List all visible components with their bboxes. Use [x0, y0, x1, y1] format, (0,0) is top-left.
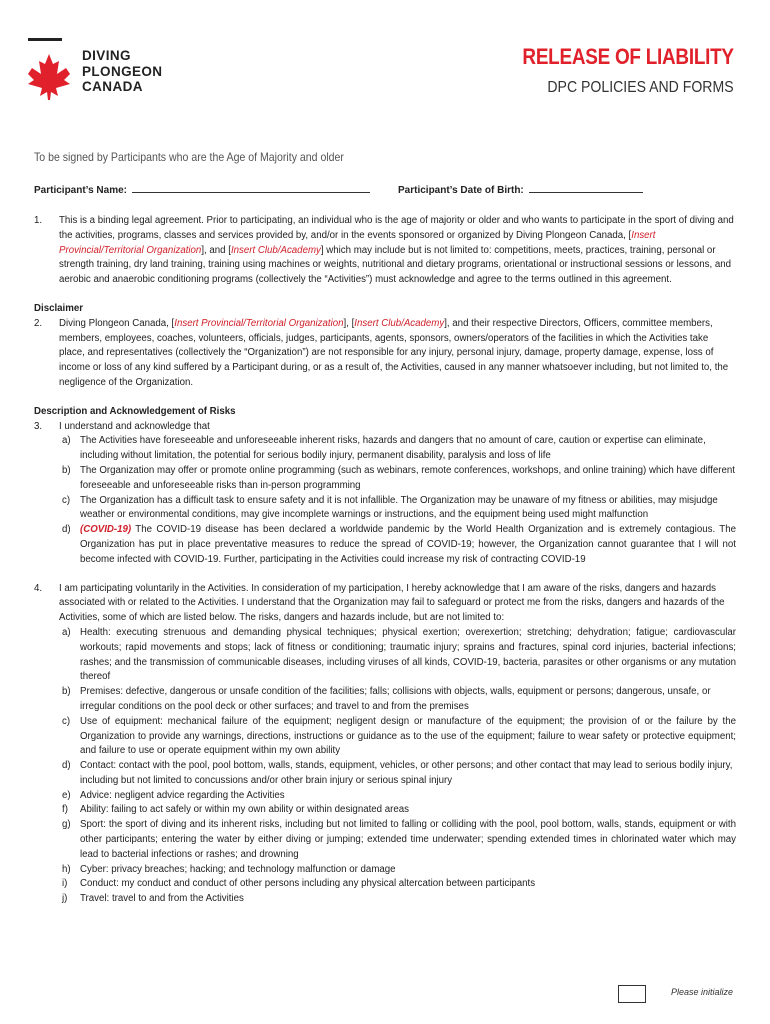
section-4-intro: I am participating voluntarily in the Activities. In consideration of my participation, I hereby acknowledge that I am aware of the risks, dangers and hazards associated with or related to the Activities. I understand that the Organization may fail to safeguard or protect me from the risks, dangers and hazards of the Activities, some of which are listed below. The risks, dangers and hazards include, but are not limited to:: [59, 582, 725, 624]
item-text: [80, 523, 736, 567]
list-item: [62, 759, 736, 789]
disclaimer-heading: Disclaimer: [34, 302, 84, 314]
item-text: Advice: negligent advice regarding the Activities: [80, 789, 285, 801]
list-item: [62, 685, 736, 715]
covid-label: (COVID-19): [80, 524, 132, 536]
list-item: [62, 892, 736, 907]
section-3: [34, 420, 736, 435]
item-letter: f): [62, 804, 68, 816]
section-2-text: [59, 317, 736, 391]
participant-name-field[interactable]: [34, 185, 370, 196]
item-letter: d): [62, 524, 71, 536]
section-1: [34, 214, 736, 288]
item-letter: h): [62, 863, 71, 875]
text-run: This is a binding legal agreement. Prior to participating, an individual who is the age of majority or older and who wants to participate in the sport of diving and the activities, programs, classes and services provided by, and/or in the events sponsored or organized by Diving Plongeon Canada, [: [59, 215, 734, 241]
participant-name-line[interactable]: [132, 191, 370, 193]
placeholder-pto: Insert Provincial/Territorial Organization: [174, 317, 344, 329]
item-text: Travel: travel to and from the Activities: [80, 893, 244, 905]
diving-plongeon-canada-logo: [26, 38, 186, 100]
item-letter: j): [62, 893, 68, 905]
list-item: [62, 789, 736, 804]
placeholder-club: Insert Club/Academy: [354, 317, 445, 329]
placeholder-pto: Insert Provincial/Territorial Organization: [59, 229, 656, 256]
list-item: [62, 434, 736, 464]
item-text: The Organization has a difficult task to ensure safety and it is not infallible. The Organization may be unaware of my fitness or abilities, may misjudge weather or environmental conditions, may give incomplete warnings or instructions, and the equipment being used might malfunction: [80, 494, 718, 521]
item-letter: d): [62, 760, 71, 772]
item-letter: a): [62, 626, 71, 638]
participant-name-label: Participant’s Name:: [34, 185, 127, 196]
item-text: Conduct: my conduct and conduct of other persons including any physical altercation between participants: [80, 878, 536, 890]
text-run: The COVID-19 disease has been declared a worldwide pandemic by the World Health Organization and is extremely contagious. The Organization has put in place preventative measures to reduce the spread of COVID-19; however, the Organization cannot guarantee that I will not become infected with COVID-19. Further, participating in the Activities could increase my risk of contracting COVID-19: [80, 524, 736, 565]
section-1-text: [59, 214, 736, 288]
text-run: ], and their respective Directors, Officers, committee members, members, employees, coaches, volunteers, officials, judges, participants, agents, sponsors, owners/operators of the facilities in which the Activities take place, and representatives (collectively the “Organization”) are not responsible for any injury, personal injury, damage, property damage, expense, loss of income or loss of any kind suffered by a Participant during, or as a result of, the Activities, caused in any manner whatsoever including, but not limited to, the negligence of the Organization.: [59, 317, 729, 388]
text-run: ], [: [343, 317, 355, 329]
signing-instruction: To be signed by Participants who are the Age of Majority and older: [34, 150, 344, 164]
text-run: Diving Plongeon Canada, [: [59, 317, 175, 329]
list-item: [62, 464, 736, 494]
document-subtitle: DPC POLICIES AND FORMS: [547, 79, 734, 96]
section-3-intro: I understand and acknowledge that: [59, 420, 210, 432]
document-title: RELEASE OF LIABILITY: [522, 44, 734, 69]
item-letter: e): [62, 789, 71, 801]
section-number: 2.: [34, 317, 43, 329]
logo-bar: [28, 38, 62, 41]
placeholder-club: Insert Club/Academy: [230, 244, 321, 256]
section-number: 1.: [34, 215, 43, 226]
item-text: The Organization may offer or promote online programming (such as webinars, remote conferences, workshops, and online training) which have different foreseeable and unforeseeable risks than in-person programming: [80, 464, 735, 491]
list-item: [62, 818, 736, 862]
section-number: 4.: [34, 582, 43, 594]
section-2: [34, 317, 736, 391]
participant-dob-field[interactable]: [398, 185, 643, 196]
maple-leaf-icon: [26, 52, 72, 100]
item-letter: c): [62, 715, 71, 727]
list-item: [62, 626, 736, 685]
list-item: [62, 803, 736, 818]
item-letter: b): [62, 464, 71, 476]
initials-label: Please initialize: [671, 987, 734, 997]
list-item: [62, 494, 736, 524]
item-text: Premises: defective, dangerous or unsafe condition of the facilities; falls; collisions with objects, walls, equipment or persons; dangerous, unsafe, or irregular conditions on the pool deck or other surfaces; and travel to and from the premises: [80, 686, 711, 712]
risks-heading: Description and Acknowledgement of Risks: [34, 405, 236, 417]
section-number: 3.: [34, 420, 43, 432]
item-letter: i): [62, 878, 68, 890]
item-letter: a): [62, 435, 71, 447]
section-4: [34, 582, 736, 626]
document-body: [34, 214, 736, 907]
item-text: Sport: the sport of diving and its inherent risks, including but not limited to falling or colliding with the pool, pool bottom, walls, stands, equipment or with other participants; entering the water by either diving or jumping; extended time underwater; spending extended times in chlorinated water which may lead to bacterial infections or rashes; and drowning: [80, 819, 736, 860]
item-letter: g): [62, 819, 71, 831]
text-run: ] which may include but is not limited to: competitions, meets, practices, training, personal or strength training, dry land training, training using machines or weights, nutritional and dietary programs, orientational or instructional sessions or lessons, and aerobic and anaerobic conditioning programs (collectively the “Activities”) must acknowledge and agree to the terms outlined in this agreement.: [59, 244, 732, 286]
item-letter: b): [62, 686, 71, 698]
list-item: [62, 715, 736, 759]
item-text: Ability: failing to act safely or within my own ability or within designated areas: [80, 804, 409, 816]
item-text: The Activities have foreseeable and unforeseeable inherent risks, hazards and dangers that no amount of care, caution or expertise can eliminate, including without limitation, the potential for serious bodily injury, permanent disability, paralysis and loss of life: [80, 435, 706, 462]
initials-box[interactable]: [618, 985, 646, 1003]
participant-dob-line[interactable]: [529, 191, 643, 193]
item-text: Health: executing strenuous and demanding physical techniques; physical exertion; overexertion; stretching; dehydration; fatigue; cardiovascular workouts; rapid movements and stops; lack of fitness or conditioning; traumatic injury; sprains and fractures, spinal cord injuries, bacterial infections; rashes; and the transmission of communicable diseases, including viruses of all kinds, COVID-19, bacteria, parasites or other organisms or any mutation thereof: [80, 626, 736, 683]
item-text: Contact: contact with the pool, pool bottom, walls, stands, equipment, vehicles, or other persons; and other contact that may lead to serious bodily injury, including but not limited to concussions and/or other brain injury or serious spinal injury: [80, 760, 733, 786]
logo-line-diving: DIVING: [82, 48, 131, 63]
item-text: Cyber: privacy breaches; hacking; and technology malfunction or damage: [80, 863, 396, 875]
item-letter: c): [62, 494, 71, 506]
logo-line-plongeon: PLONGEON: [82, 63, 163, 79]
list-item: [62, 863, 736, 878]
list-item: [62, 523, 736, 567]
logo-line-canada: CANADA: [82, 79, 143, 94]
logo-text: [82, 48, 162, 95]
risk-list: [34, 626, 736, 907]
participant-dob-label: Participant’s Date of Birth:: [398, 185, 524, 196]
text-run: ], and [: [201, 244, 231, 256]
list-item: [62, 877, 736, 892]
item-text: Use of equipment: mechanical failure of the equipment; negligent design or manufacture of the equipment; the provision of or the failure by the Organization to provide any warnings, directions, instructions or guidance as to the use of the equipment; failure to wear safety or protective equipment; and failure to use or operate equipment within my own ability: [80, 715, 736, 757]
